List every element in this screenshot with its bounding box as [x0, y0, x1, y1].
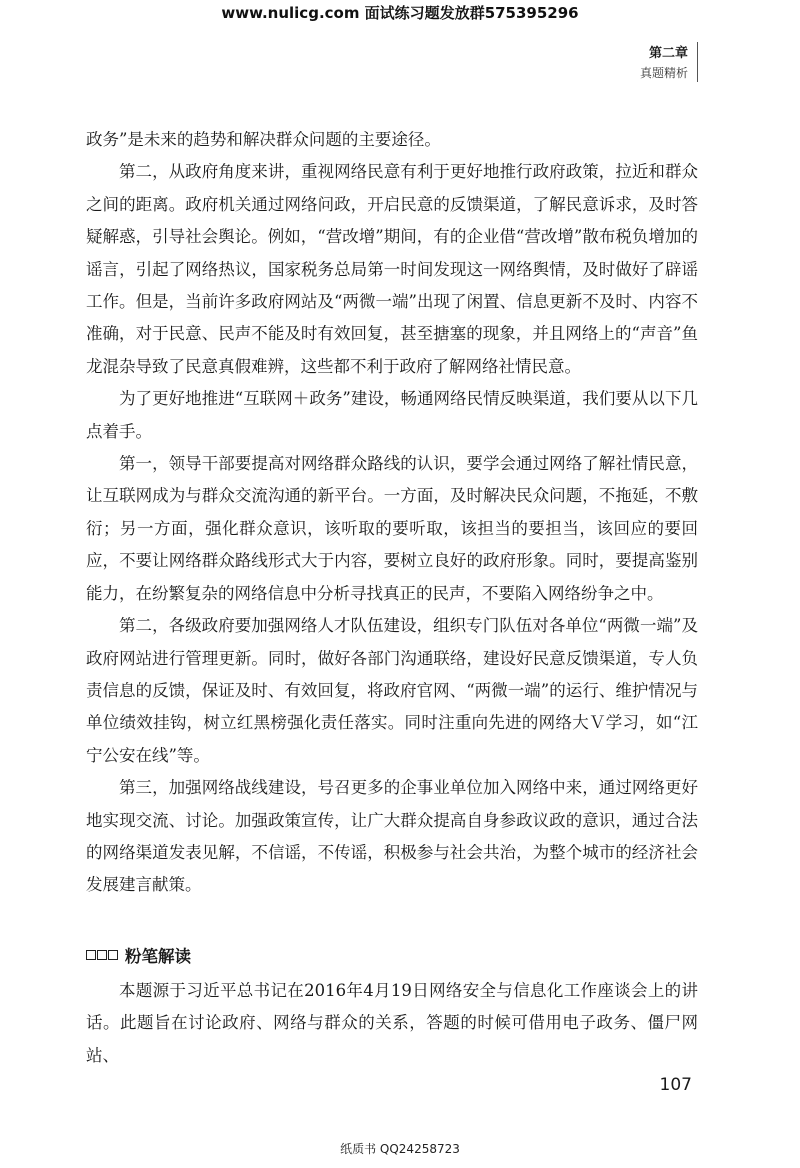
- body-text: [86, 124, 698, 902]
- paragraph-government-perspective: 第二，从政府角度来讲，重视网络民意有利于更好地推行政府政策，拉近和群众之间的距离。政府机关通过网络问政，开启民意的反馈渠道，了解民意诉求，及时答疑解惑，引导社会舆论。例如，“营改增”期间，有的企业借“营改增”散布税负增加的谣言，引起了网络热议，国家税务总局第一时间发现这一网络舆情，及时做好了辟谣工作。但是，当前许多政府网站及“两微一端”出现了闲置、信息更新不及时、内容不准确，对于民意、民声不能及时有效回复，甚至搪塞的现象，并且网络上的“声音”鱼龙混杂导致了民意真假难辨，这些都不利于政府了解网络社情民意。: [86, 162, 698, 376]
- heading-boxes-icon: [86, 950, 119, 960]
- watermark-top: www.nulicg.com 面试练习题发放群575395296: [221, 4, 579, 22]
- paragraph-continuation: 政务”是未来的趋势和解决群众问题的主要途径。: [86, 130, 441, 149]
- chapter-label: 第二章: [648, 46, 688, 61]
- header-divider: [697, 42, 698, 82]
- analysis-text: [86, 975, 698, 1072]
- running-header: [640, 44, 688, 82]
- analysis-heading: [86, 943, 191, 967]
- paragraph-transition: 为了更好地推进“互联网＋政务”建设，畅通网络民情反映渠道，我们要从以下几点着手。: [86, 389, 698, 441]
- watermark-bottom: 纸质书 QQ24258723: [340, 1142, 460, 1156]
- analysis-heading-label: 粉笔解读: [125, 947, 191, 966]
- page-number: 107: [659, 1075, 692, 1095]
- paragraph-point-one: 第一，领导干部要提高对网络群众路线的认识，要学会通过网络了解社情民意，让互联网成为与群众交流沟通的新平台。一方面，及时解决民众问题，不拖延，不敷衍；另一方面，强化群众意识，该听取的要听取，该担当的要担当，该回应的要回应，不要让网络群众路线形式大于内容，要树立良好的政府形象。同时，要提高鉴别能力，在纷繁复杂的网络信息中分析寻找真正的民声，不要陷入网络纷争之中。: [86, 454, 698, 603]
- analysis-paragraph: 本题源于习近平总书记在2016年4月19日网络安全与信息化工作座谈会上的讲话。此题旨在讨论政府、网络与群众的关系，答题的时候可借用电子政务、僵尸网站、: [86, 981, 698, 1065]
- paragraph-point-two: 第二，各级政府要加强网络人才队伍建设，组织专门队伍对各单位“两微一端”及政府网站进行管理更新。同时，做好各部门沟通联络，建设好民意反馈渠道，专人负责信息的反馈，保证及时、有效回复，将政府官网、“两微一端”的运行、维护情况与单位绩效挂钩，树立红黑榜强化责任落实。同时注重向先进的网络大Ｖ学习，如“江宁公安在线”等。: [86, 616, 698, 765]
- paragraph-point-three: 第三，加强网络战线建设，号召更多的企事业单位加入网络中来，通过网络更好地实现交流、讨论。加强政策宣传，让广大群众提高自身参政议政的意识，通过合法的网络渠道发表见解，不信谣，不传谣，积极参与社会共治，为整个城市的经济社会发展建言献策。: [86, 778, 698, 895]
- section-label: 真题精析: [639, 66, 688, 80]
